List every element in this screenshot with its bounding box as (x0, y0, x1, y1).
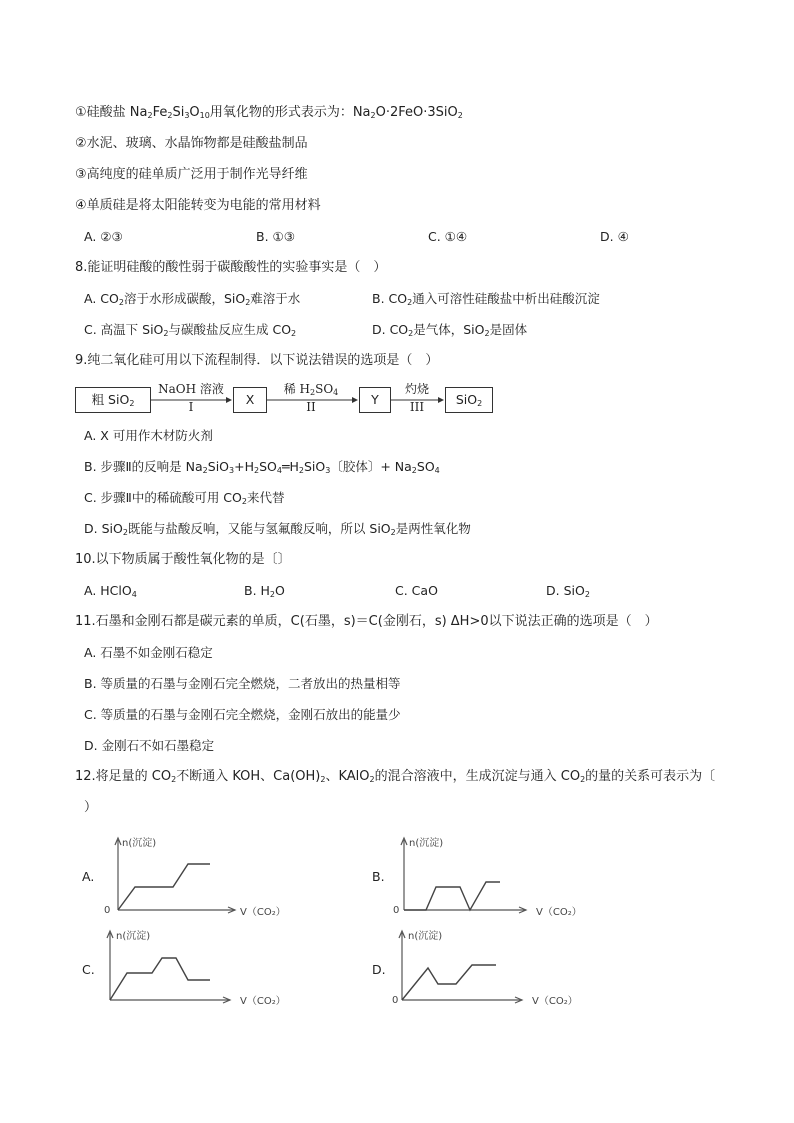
q12-stem-close: ） (84, 800, 98, 815)
q9-option-d[interactable]: D. SiO$_2$既能与盐酸反响，又能与氢氟酸反响，所以 SiO$_2$是两性氧化物 (84, 521, 471, 537)
flow-step-3: III (409, 400, 425, 414)
q8-option-a[interactable]: A. $CO_2$溶于水形成碳酸，SiO$_2$难溶于水 (84, 291, 301, 307)
q8-option-b[interactable]: B. $CO_2$通入可溶性硅酸盐中析出硅酸沉淀 (372, 291, 600, 307)
q8-option-d[interactable]: D. $CO_2$是气体，SiO$_2$是固体 (372, 322, 528, 338)
flow-reagent-2: 稀 $H_2SO_4$ (283, 382, 339, 397)
q12-graph-a[interactable] (100, 835, 310, 920)
q12-graph-d-xlabel: V（CO₂） (532, 996, 578, 1007)
q12-graph-c[interactable] (100, 928, 310, 1013)
flow-box-crude-sio2: 粗 SiO$_2$ (75, 387, 151, 413)
q7-option-a[interactable]: A. ②③ (84, 229, 123, 244)
q12-graph-c-ylabel: n(沉淀) (116, 931, 151, 942)
q11-option-b[interactable]: B. 等质量的石墨与金刚石完全燃烧，二者放出的热量相等 (84, 676, 401, 691)
q12-graph-b-xlabel: V（CO₂） (536, 907, 582, 918)
q12-graph-a-xlabel: V（CO₂） (240, 907, 286, 918)
q9-flow-diagram (75, 382, 483, 423)
q12-graph-a-ylabel: n(沉淀) (122, 838, 157, 849)
q7-option-c[interactable]: C. ①④ (428, 229, 468, 244)
flow-box-x: X (233, 387, 267, 413)
q7-statement-3: ③高纯度的硅单质广泛用于制作光导纤维 (75, 167, 308, 182)
q12-graph-d-ylabel: n(沉淀) (408, 931, 443, 942)
q7-option-b[interactable]: B. ①③ (256, 229, 295, 244)
q12-stem: 12.将足量的 $CO_2$不断通入 KOH、$Ca(OH)_2$、KAlO$_2$的混合溶液中，生成沉淀与通入 $CO_2$的量的关系可表示为〔 (75, 769, 716, 784)
q12-graph-d[interactable] (392, 928, 602, 1013)
q7-statement-4: ④单质硅是将太阳能转变为电能的常用材料 (75, 198, 321, 213)
q12-graph-a-curve (118, 864, 210, 910)
q8-option-c[interactable]: C. 高温下 SiO$_2$与碳酸盐反应生成 $CO_2$ (84, 322, 297, 338)
q9-option-b[interactable]: B. 步骤Ⅱ的反响是 $Na_2SiO_3+H_2SO_4═H_2SiO_3$〔胶体〕+ $Na_2SO_4$ (84, 459, 440, 475)
q12-graph-c-letter[interactable]: C. (82, 962, 95, 977)
q11-stem: 11.石墨和金刚石都是碳元素的单质，C(石墨，s)＝C(金刚石，s) ΔH>0以下说法正确的选项是（ ） (75, 614, 658, 629)
q12-graph-c-curve (110, 958, 210, 1000)
q12-graph-b-ylabel: n(沉淀) (409, 838, 444, 849)
flow-box-product-sio2: SiO$_2$ (445, 387, 493, 413)
flow-box-y: Y (359, 387, 391, 413)
q10-option-a[interactable]: A. HClO$_4$ (84, 583, 137, 599)
q11-option-c[interactable]: C. 等质量的石墨与金刚石完全燃烧，金刚石放出的能量少 (84, 707, 401, 722)
flow-arrows (75, 383, 495, 423)
q10-option-c[interactable]: C. CaO (395, 583, 438, 598)
q9-option-c[interactable]: C. 步骤Ⅱ中的稀硫酸可用 $CO_2$来代替 (84, 490, 285, 506)
flow-step-2: II (306, 400, 316, 414)
q12-graph-d-curve (402, 965, 496, 1000)
q12-graph-a-letter[interactable]: A. (82, 869, 95, 884)
q9-option-a[interactable]: A. X 可用作木材防火剂 (84, 428, 213, 443)
q7-option-d[interactable]: D. ④ (600, 229, 629, 244)
q10-option-d[interactable]: D. SiO$_2$ (546, 583, 590, 599)
q12-graph-b-letter[interactable]: B. (372, 869, 385, 884)
q11-option-d[interactable]: D. 金刚石不如石墨稳定 (84, 738, 215, 753)
q7-statement-2: ②水泥、玻璃、水晶饰物都是硅酸盐制品 (75, 136, 308, 151)
q12-graph-b[interactable] (392, 835, 602, 920)
q10-stem: 10.以下物质属于酸性氧化物的是〔〕 (75, 552, 291, 567)
q10-option-b[interactable]: B. $H_2O$ (244, 583, 285, 599)
q12-graph-d-letter[interactable]: D. (372, 962, 386, 977)
q12-graph-d-origin: 0 (392, 995, 399, 1006)
q9-stem: 9.纯二氧化硅可用以下流程制得．以下说法错误的选项是（ ） (75, 353, 439, 368)
flow-step-1: I (188, 400, 194, 414)
q12-graph-b-curve (404, 882, 500, 910)
q12-graph-a-origin: 0 (104, 905, 111, 916)
q11-option-a[interactable]: A. 石墨不如金刚石稳定 (84, 645, 213, 660)
q12-graph-b-origin: 0 (393, 905, 400, 916)
flow-reagent-3: 灼烧 (404, 382, 429, 396)
q8-stem: 8.能证明硅酸的酸性弱于碳酸酸性的实验事实是（ ） (75, 260, 387, 275)
q12-graph-c-xlabel: V（CO₂） (240, 996, 286, 1007)
flow-reagent-1: NaOH 溶液 (158, 382, 224, 396)
q7-statement-1: ①硅酸盐 $Na_2Fe_2Si_3O_{10}$用氧化物的形式表示为：$Na_2O\cdot 2FeO\cdot 3SiO_2$ (75, 105, 463, 120)
